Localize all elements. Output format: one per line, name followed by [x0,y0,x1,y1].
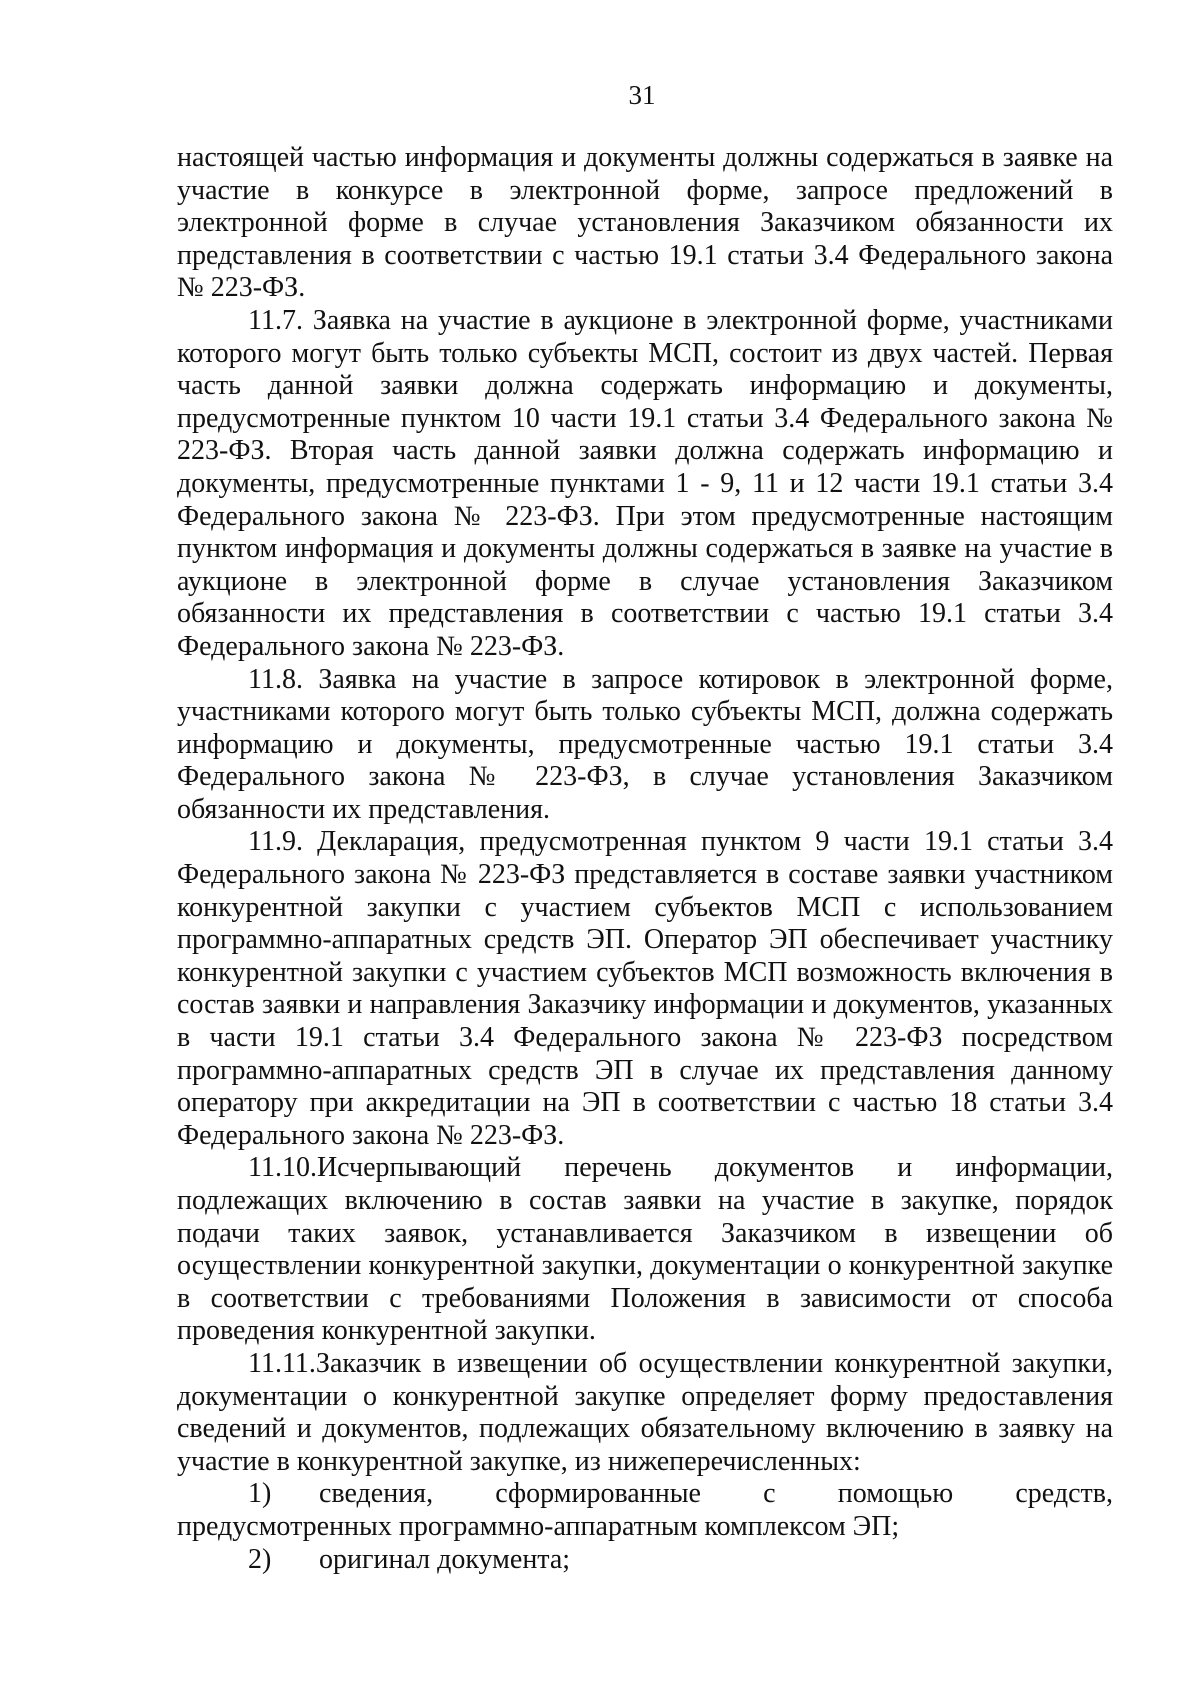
paragraph-continuation: настоящей частью информация и документы должны содержаться в заявке на участие в конкурсе в электронной форме, запросе предложений в электронной форме в случае установления Заказчиком обязанности их представления в соответствии с частью 19.1 статьи 3.4 Федерального закона № 223-ФЗ. [177,142,1113,304]
paragraph-11-11: 11.11.Заказчик в извещении об осуществлении конкурентной закупки, документации о конкурентной закупке определяет форму предоставления сведений и документов, подлежащих обязательному включению в заявку на участие в конкурентной закупке, из нижеперечисленных: [177,1347,1113,1477]
page-number: 31 [628,80,656,110]
list-item-text: сведения, сформированные с помощью средств, [319,1478,1113,1510]
list-item-number: 2) [248,1543,272,1575]
list-item-2 [177,1544,1113,1577]
paragraph-11-8: 11.8. Заявка на участие в запросе котировок в электронной форме, участниками которого могут быть только субъекты МСП, должна содержать информацию и документы, предусмотренные частью 19.1 статьи 3.4 Федерального закона № 223-ФЗ, в случае установления Заказчиком обязанности их представления. [177,663,1113,825]
list-item-1-continuation: предусмотренных программно-аппаратным комплексом ЭП; [177,1510,900,1542]
paragraph-11-10: 11.10.Исчерпывающий перечень документов и информации, подлежащих включению в состав заявки на участие в закупке, порядок подачи таких заявок, устанавливается Заказчиком в извещении об осуществлении конкурентной закупки, документации о конкурентной закупке в соответствии с требованиями Положения в зависимости от способа проведения конкурентной закупки. [177,1152,1113,1347]
list-item-number: 1) [248,1478,272,1510]
paragraph-11-7: 11.7. Заявка на участие в аукционе в электронной форме, участниками которого могут быть только субъекты МСП, состоит из двух частей. Первая часть данной заявки должна содержать информацию и документы, предусмотренные пунктом 10 части 19.1 статьи 3.4 Федерального закона № 223-ФЗ. Вторая часть данной заявки должна содержать информацию и документы, предусмотренные пунктами 1 - 9, 11 и 12 части 19.1 статьи 3.4 Федерального закона № 223-ФЗ. При этом предусмотренные настоящим пунктом информация и документы должны содержаться в заявке на участие в аукционе в электронной форме в случае установления Заказчиком обязанности их представления в соответствии с частью 19.1 статьи 3.4 Федерального закона № 223-ФЗ. [177,304,1113,662]
list-item-text: оригинал документа; [319,1543,571,1575]
paragraph-11-9: 11.9. Декларация, предусмотренная пунктом 9 части 19.1 статьи 3.4 Федерального закона № 223-ФЗ представляется в составе заявки участником конкурентной закупки с участием субъектов МСП с использованием программно-аппаратных средств ЭП. Оператор ЭП обеспечивает участнику конкурентной закупки с участием субъектов МСП возможность включения в состав заявки и направления Заказчику информации и документов, указанных в части 19.1 статьи 3.4 Федерального закона № 223-ФЗ посредством программно-аппаратных средств ЭП в случае их представления данному оператору при аккредитации на ЭП в соответствии с частью 18 статьи 3.4 Федерального закона № 223-ФЗ. [177,826,1113,1151]
document-body [177,142,1113,1576]
list-item-1 [177,1478,1113,1511]
